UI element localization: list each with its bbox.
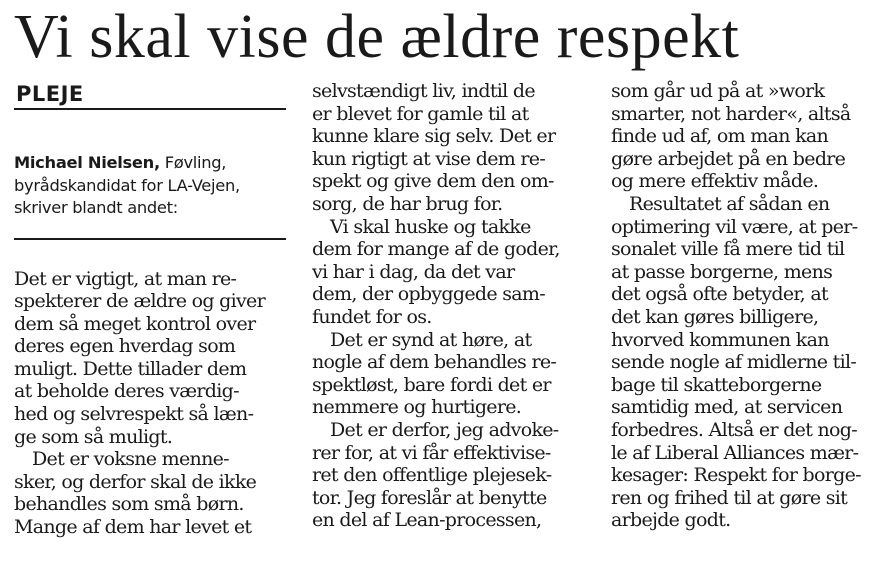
- paragraph: [14, 448, 292, 538]
- text-line: tor. Jeg foreslår at benytte: [312, 486, 547, 509]
- paragraph: [312, 329, 592, 419]
- text-line: optimering vil være, at per-: [611, 215, 858, 238]
- text-line: Resultatet af sådan en: [629, 192, 830, 215]
- text-line: hed og selvrespekt så læn-: [14, 403, 254, 426]
- text-line: gøre arbejdet på en bedre: [611, 147, 846, 170]
- paragraph: [312, 80, 592, 216]
- article-body-col1: [14, 268, 292, 539]
- text-line: behandles som små børn.: [14, 493, 244, 516]
- kicker-rule: [14, 108, 286, 110]
- text-line: ren og frihed til at gøre sit: [611, 486, 848, 509]
- text-line: det kan gøres billigere,: [611, 305, 819, 328]
- text-line: sonalet ville få mere tid til: [611, 238, 845, 261]
- byline-rule: [14, 238, 286, 240]
- text-line: kun rigtigt at vise dem re-: [312, 147, 546, 170]
- byline-author: Michael Nielsen,: [14, 153, 160, 172]
- byline-line: byrådskandidat for LA-Vejen,: [14, 175, 240, 195]
- paragraph: [611, 80, 891, 193]
- byline-line: Føvling,: [159, 153, 227, 172]
- text-line: Det er derfor, jeg advoke-: [330, 418, 559, 441]
- column-3: [611, 80, 891, 532]
- text-line: vi har i dag, da det var: [312, 260, 515, 283]
- paragraph: [611, 193, 891, 532]
- text-line: forbedres. Altså er det nog-: [611, 418, 857, 441]
- text-line: sende nogle af midlerne til-: [611, 351, 857, 374]
- text-line: er blevet for gamle til at: [312, 102, 529, 125]
- paragraph: [312, 216, 592, 329]
- text-line: nogle af dem behandles re-: [312, 351, 557, 374]
- text-line: dem, der opbyggede sam-: [312, 283, 545, 306]
- column-1: [14, 80, 292, 539]
- paragraph: [14, 268, 292, 449]
- text-line: nemmere og hurtigere.: [312, 396, 522, 419]
- text-line: bage til skatteborgerne: [611, 373, 822, 396]
- text-line: fundet for os.: [312, 305, 432, 328]
- text-line: muligt. Dette tillader dem: [14, 357, 247, 380]
- text-line: selvstændigt liv, indtil de: [312, 80, 535, 102]
- text-line: kesager: Respekt for borge-: [611, 464, 861, 487]
- text-line: spekt og give dem den om-: [312, 170, 554, 193]
- text-line: Mange af dem har levet et: [14, 516, 252, 539]
- byline: [14, 152, 292, 220]
- headline: Vi skal vise de ældre respekt: [14, 3, 740, 71]
- section-kicker: PLEJE: [16, 82, 84, 106]
- text-line: Det er vigtigt, at man re-: [14, 267, 237, 290]
- text-line: ret den offentlige plejesek-: [312, 464, 552, 487]
- text-line: kunne klare sig selv. Det er: [312, 125, 556, 148]
- text-line: og mere effektiv måde.: [611, 170, 819, 193]
- byline-line: skriver blandt andet:: [14, 198, 178, 217]
- text-line: at passe borgerne, mens: [611, 260, 833, 283]
- text-line: det også ofte betyder, at: [611, 283, 828, 306]
- text-line: finde ud af, om man kan: [611, 125, 829, 148]
- text-line: spekterer de ældre og giver: [14, 290, 265, 313]
- paragraph: [312, 419, 592, 532]
- text-line: dem så meget kontrol over: [14, 312, 256, 335]
- text-line: at beholde deres værdig-: [14, 380, 239, 403]
- text-line: samtidig med, at servicen: [611, 396, 843, 419]
- text-line: deres egen hverdag som: [14, 335, 236, 358]
- text-line: hvorved kommunen kan: [611, 328, 829, 351]
- text-line: smarter, not harder«, altså: [611, 102, 851, 125]
- text-line: Det er synd at høre, at: [330, 328, 532, 351]
- text-line: sorg, de har brug for.: [312, 192, 503, 215]
- text-line: arbejde godt.: [611, 509, 731, 532]
- text-line: som går ud på at »work: [611, 80, 825, 102]
- text-line: le af Liberal Alliances mær-: [611, 441, 859, 464]
- text-line: en del af Lean-processen,: [312, 509, 542, 532]
- text-line: ge som så muligt.: [14, 425, 173, 448]
- text-line: Det er voksne menne-: [32, 448, 229, 471]
- column-2: [312, 80, 592, 532]
- text-line: Vi skal huske og takke: [330, 215, 531, 238]
- text-line: spektløst, bare fordi det er: [312, 373, 551, 396]
- text-line: rer for, at vi får effektivise-: [312, 441, 551, 464]
- text-line: sker, og derfor skal de ikke: [14, 470, 257, 493]
- text-line: dem for mange af de goder,: [312, 238, 560, 261]
